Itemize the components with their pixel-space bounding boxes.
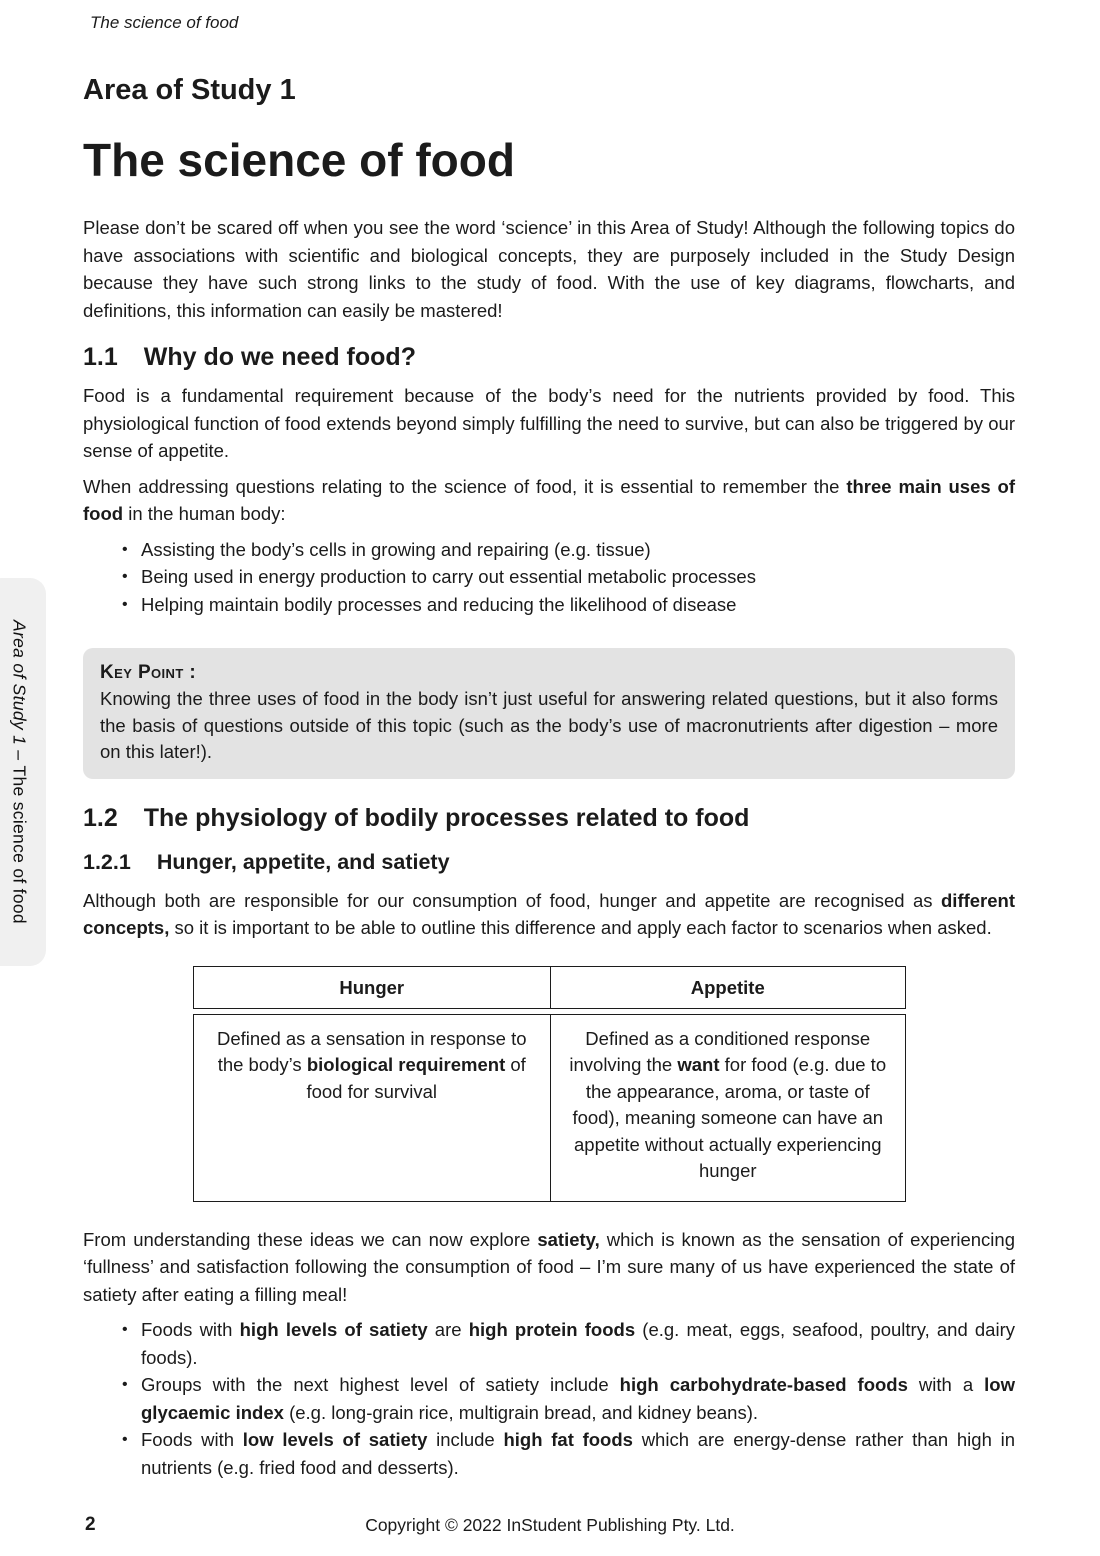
side-tab-area-label: Area of Study 1 – bbox=[9, 620, 30, 766]
list-item: • Foods with low levels of satiety include high fat foods which are energy-dense rather than high in nutrients (e.g. fried food and desserts). bbox=[120, 1426, 1015, 1481]
table-header-row bbox=[193, 966, 906, 1009]
list-item: • Groups with the next highest level of satiety include high carbohydrate-based foods with a low glycaemic index (e.g. long-grain rice, multigrain bread, and kidney beans). bbox=[120, 1371, 1015, 1426]
side-tab-text bbox=[9, 620, 30, 924]
key-point-label: Key Point : bbox=[100, 662, 197, 683]
table-header-appetite: Appetite bbox=[550, 967, 906, 1008]
section-1-2-title: The physiology of bodily processes related to food bbox=[143, 803, 750, 832]
why-food-paragraph: Food is a fundamental requirement because of the body’s need for the nutrients provided by food. This physiological function of food extends beyond simply fulfilling the need to survive, but can also be triggered by our sense of appetite. bbox=[83, 385, 1015, 461]
page-content bbox=[83, 0, 1015, 1481]
section-1-2-1-title: Hunger, appetite, and satiety bbox=[156, 849, 450, 874]
list-item: • Foods with high levels of satiety are high protein foods (e.g. meat, eggs, seafood, poultry, and dairy foods). bbox=[120, 1316, 1015, 1371]
section-1-1-heading bbox=[83, 342, 1015, 372]
hunger-appetite-table bbox=[193, 966, 906, 1202]
table-header-hunger: Hunger bbox=[339, 976, 405, 998]
side-tab-area-of-study-1 bbox=[0, 578, 46, 966]
section-1-2-number: 1.2 bbox=[83, 803, 118, 832]
three-uses-paragraph: When addressing questions relating to the science of food, it is essential to remember the three main uses of food in the human body: bbox=[83, 475, 1015, 524]
satiety-paragraph: From understanding these ideas we can now explore satiety, which is known as the sensation of experiencing ‘fullness’ and satisfaction following the consumption of food – I’m sure many of us have experienced the state of satiety after eating a filling meal! bbox=[83, 1228, 1015, 1305]
section-1-2-1-number: 1.2.1 bbox=[83, 849, 131, 874]
area-of-study-kicker: Area of Study 1 bbox=[83, 74, 296, 106]
page-number: 2 bbox=[85, 1514, 96, 1535]
intro-paragraph: Please don’t be scared off when you see the word ‘science’ in this Area of Study! Although the following topics do have associations with scientific and biological concepts, they are purposely included in the Study Design because they have such strong links to the study of food. With the use of key diagrams, flowcharts, and definitions, this information can easily be mastered! bbox=[83, 217, 1015, 321]
page-footer bbox=[0, 1512, 1100, 1544]
list-item: • Helping maintain bodily processes and reducing the likelihood of disease bbox=[120, 591, 1015, 619]
page-title: The science of food bbox=[83, 134, 515, 186]
table-cell-hunger-definition: Defined as a sensation in response to the body’s biological requirement of food for survival bbox=[216, 1027, 527, 1102]
section-1-1-number: 1.1 bbox=[83, 343, 118, 371]
list-item: • Assisting the body’s cells in growing and repairing (e.g. tissue) bbox=[120, 536, 1015, 564]
list-item: • Being used in energy production to carry out essential metabolic processes bbox=[120, 563, 1015, 591]
satiety-list bbox=[83, 1316, 1015, 1481]
section-1-2-heading bbox=[83, 803, 1015, 833]
table-body-row bbox=[193, 1014, 906, 1202]
side-tab-chapter-label: The science of food bbox=[9, 765, 30, 924]
running-header: The science of food bbox=[90, 13, 239, 32]
table-cell-appetite-definition: Defined as a conditioned response involving the want for food (e.g. due to the appearance, aroma, or taste of food), meaning someone can have an appetite without actually experiencing hunger bbox=[550, 1015, 906, 1201]
key-point-body: Knowing the three uses of food in the body isn’t just useful for answering related questions, but it also forms the basis of questions outside of this topic (such as the body’s use of macronutrients after digestion – more on this later!). bbox=[100, 688, 998, 762]
copyright-text: Copyright © 2022 InStudent Publishing Pty. Ltd. bbox=[365, 1515, 735, 1535]
food-uses-list bbox=[83, 536, 1015, 619]
section-1-2-1-heading bbox=[83, 849, 1015, 875]
key-point-box bbox=[83, 648, 1015, 779]
section-1-1-title: Why do we need food? bbox=[143, 343, 416, 371]
hunger-appetite-paragraph: Although both are responsible for our consumption of food, hunger and appetite are recognised as different concepts, so it is important to be able to outline this difference and apply each factor to scenarios when asked. bbox=[83, 889, 1015, 938]
